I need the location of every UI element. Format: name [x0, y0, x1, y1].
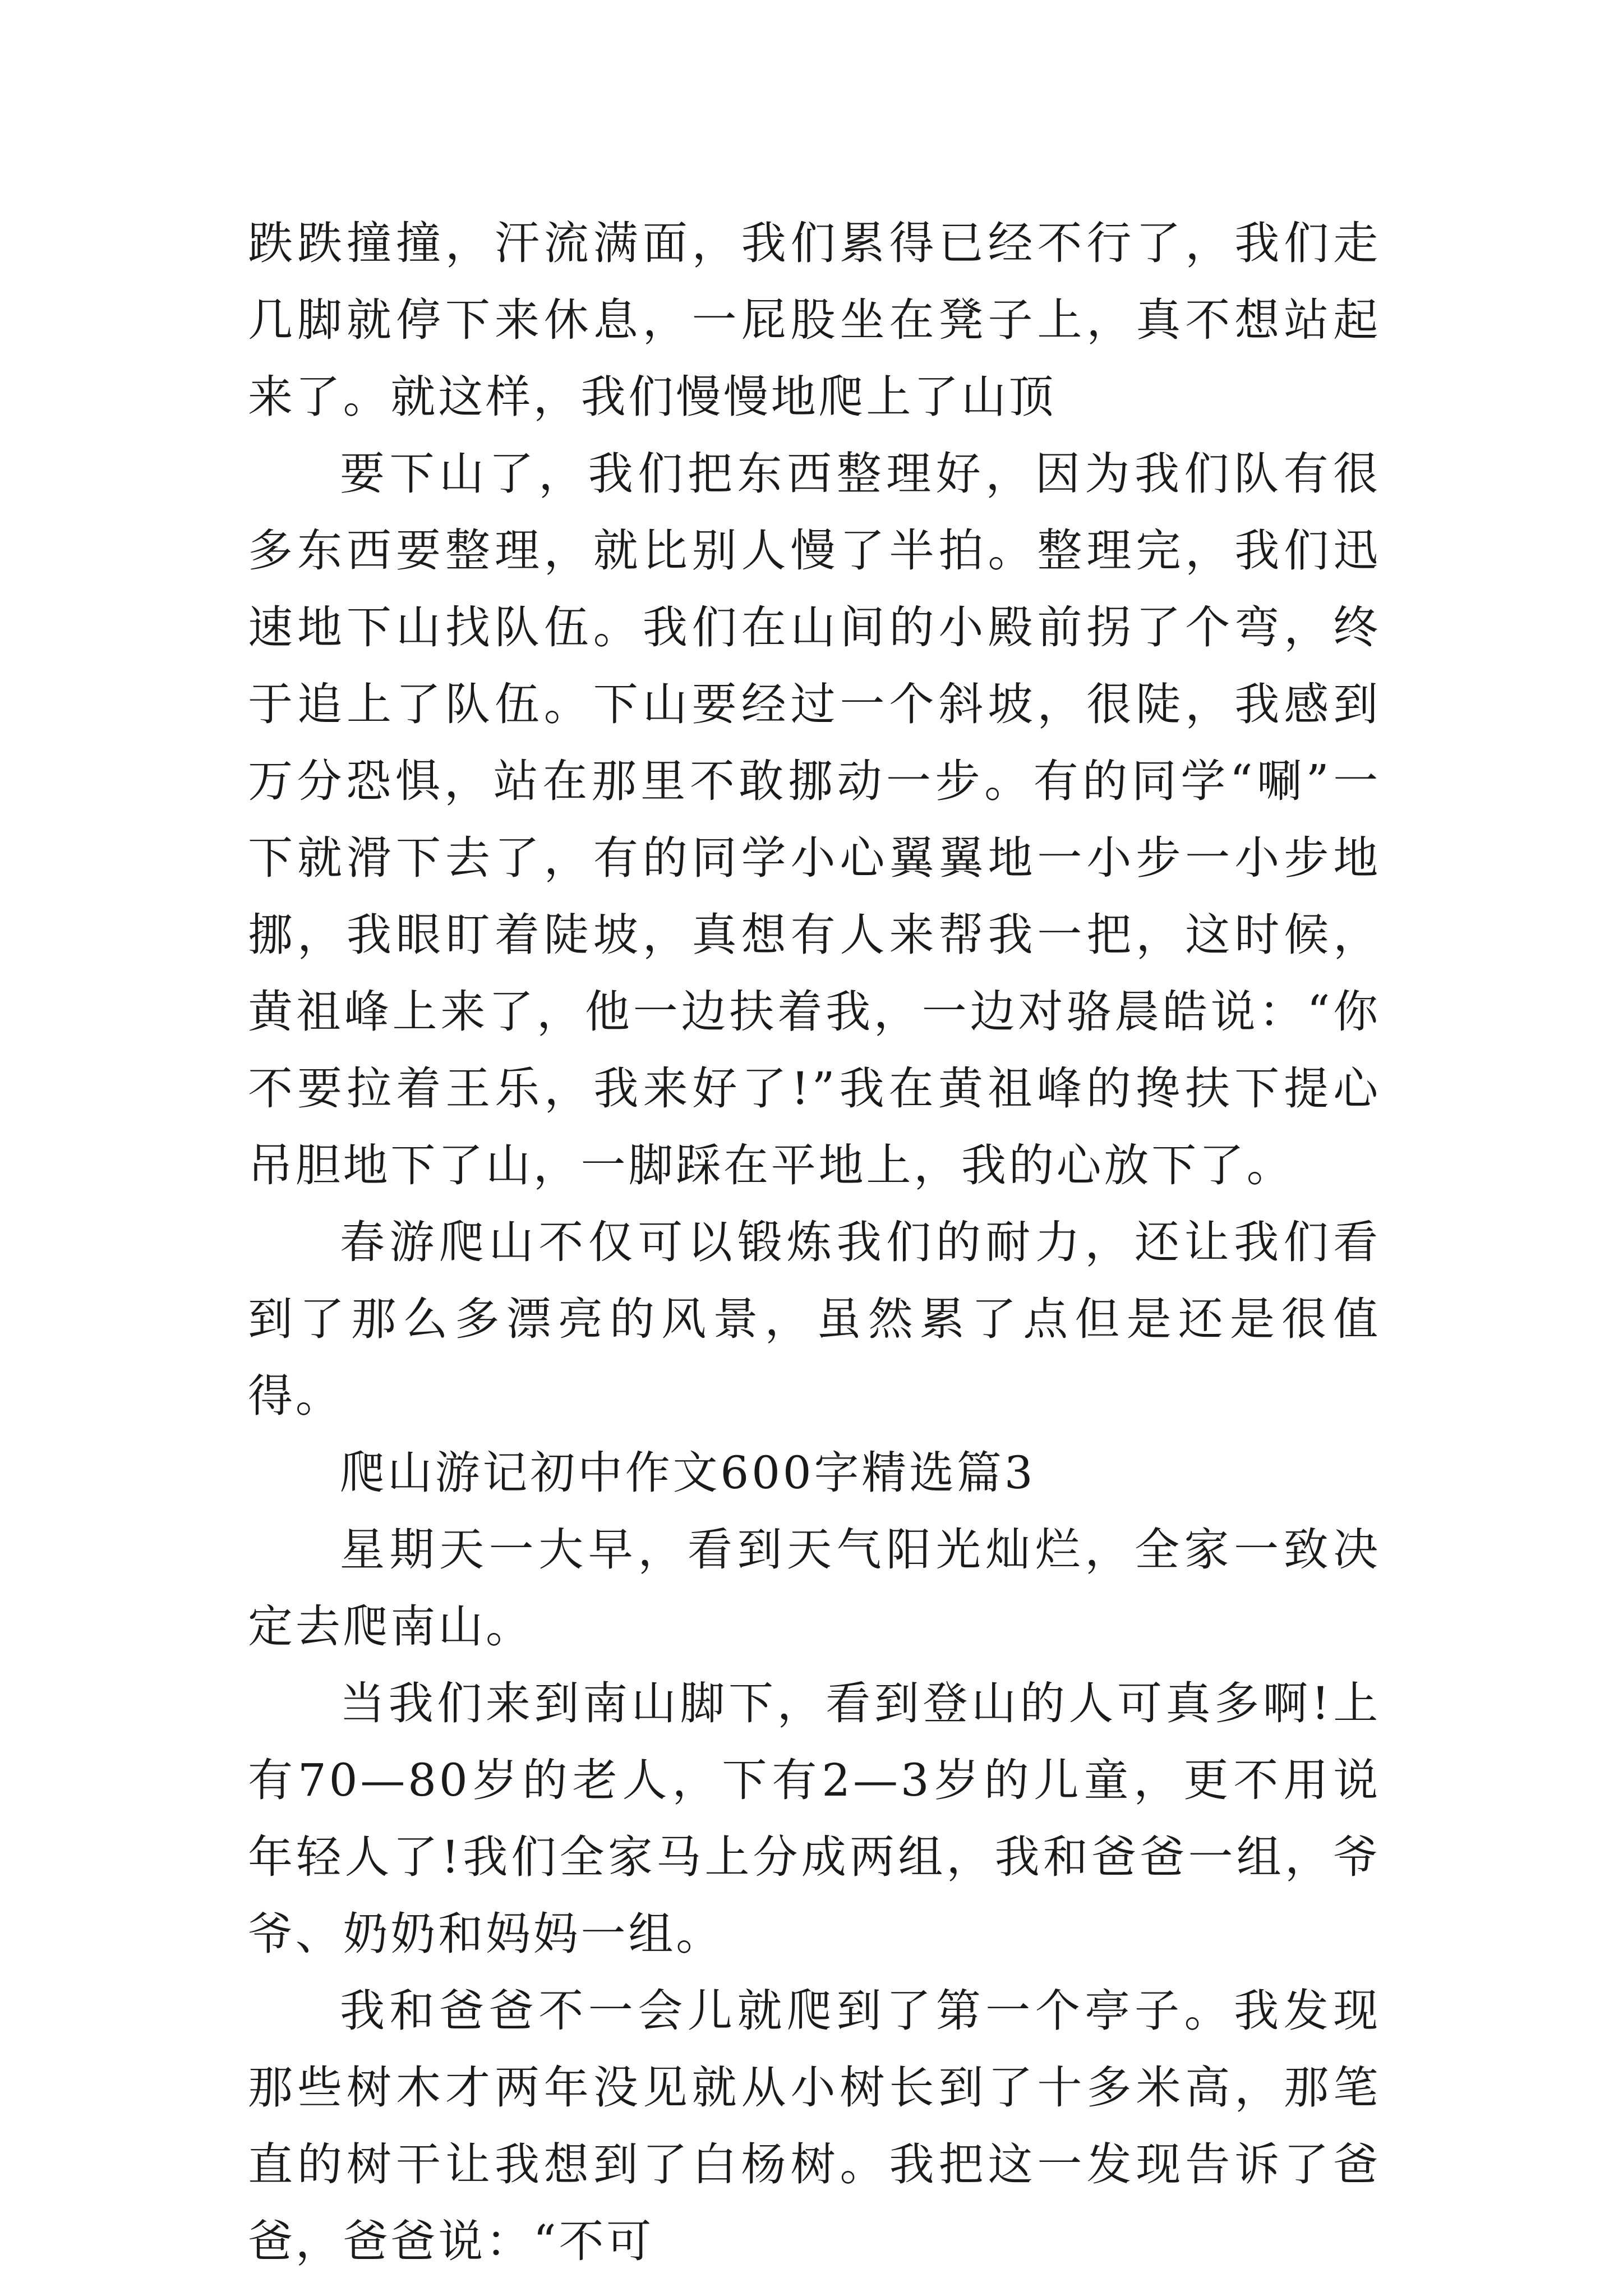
paragraph-5: 当我们来到南山脚下，看到登山的人可真多啊!上有70—80岁的老人，下有2—3岁的儿童，更不用说年轻人了!我们全家马上分成两组，我和爸爸一组，爷爷、奶奶和妈妈一组。 — [248, 1677, 1381, 1960]
paragraph-2: 要下山了，我们把东西整理好，因为我们队有很多东西要整理，就比别人慢了半拍。整理完，我们迅速地下山找队伍。我们在山间的小殿前拐了个弯，终于追上了队伍。下山要经过一个斜坡，很陡，我感到万分恐惧，站在那里不敢挪动一步。有的同学“唰”一下就滑下去了，有的同学小心翼翼地一小步一小步地挪，我眼盯着陡坡，真想有人来帮我一把，这时候，黄祖峰上来了，他一边扶着我，一边对骆晨皓说：“你不要拉着王乐，我来好了!”我在黄祖峰的搀扶下提心吊胆地下了山，一脚踩在平地上，我的心放下了。 — [248, 448, 1381, 1191]
section-heading: 爬山游记初中作文600字精选篇3 — [340, 1447, 1036, 1499]
paragraph-4: 星期天一大早，看到天气阳光灿烂，全家一致决定去爬南山。 — [248, 1524, 1381, 1653]
paragraph-3: 春游爬山不仅可以锻炼我们的耐力，还让我们看到了那么多漂亮的风景，虽然累了点但是还是很值得。 — [248, 1216, 1381, 1422]
paragraph-6: 我和爸爸不一会儿就爬到了第一个亭子。我发现那些树木才两年没见就从小树长到了十多米高，那笔直的树干让我想到了白杨树。我把这一发现告诉了爸爸，爸爸说：“不可 — [248, 1985, 1381, 2267]
document-body — [248, 205, 1381, 2280]
paragraph-1: 跌跌撞撞，汗流满面，我们累得已经不行了，我们走几脚就停下来休息，一屁股坐在凳子上，真不想站起来了。就这样，我们慢慢地爬上了山顶 — [248, 217, 1381, 423]
